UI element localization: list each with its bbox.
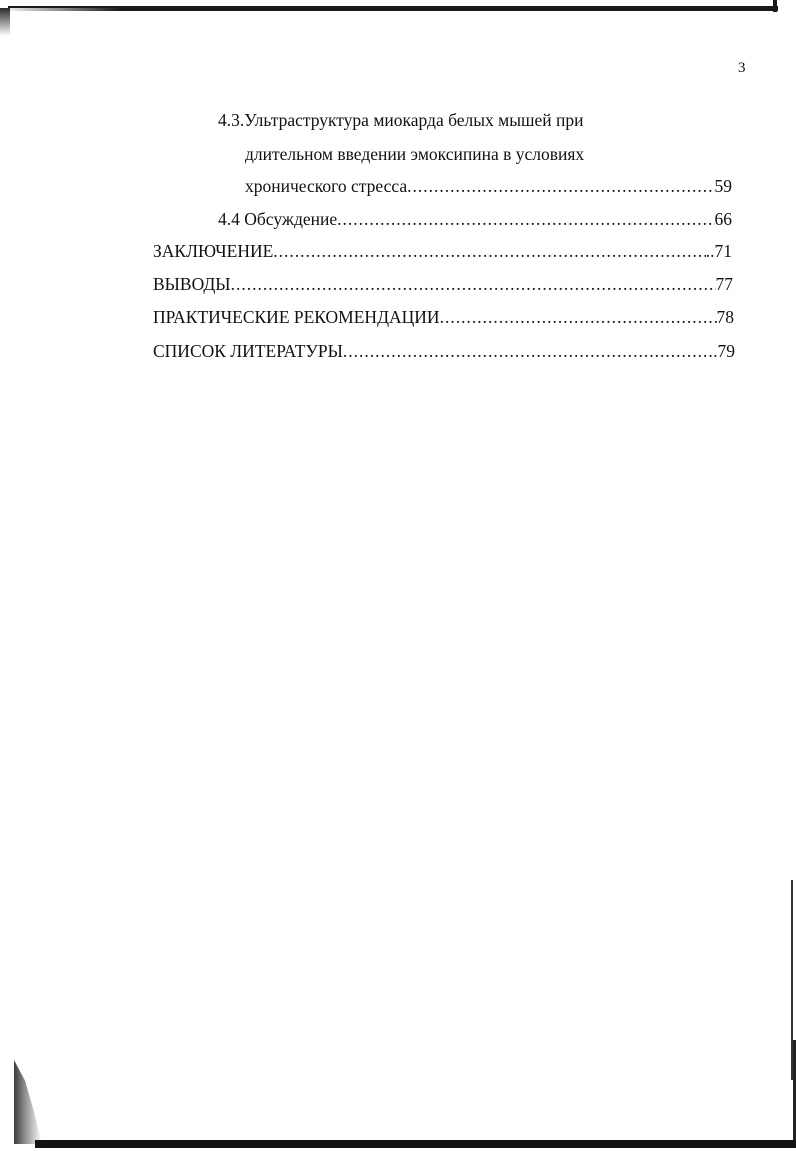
toc-item-4-3[interactable] <box>245 175 732 197</box>
toc-dot-leader <box>407 175 714 197</box>
toc-dot-leader <box>343 340 713 362</box>
toc-item-page: 77 <box>715 274 733 294</box>
toc-item-recommendations[interactable] <box>153 306 734 328</box>
toc-item-conclusion[interactable] <box>153 240 732 262</box>
toc-item-literature[interactable] <box>153 340 735 362</box>
toc-item-4-3-line-2: длительном введении эмоксипина в условиях <box>245 144 585 164</box>
toc-dot-leader <box>273 240 705 262</box>
toc-item-page: ..71 <box>705 241 732 261</box>
toc-item-label: СПИСОК ЛИТЕРАТУРЫ <box>153 341 343 361</box>
toc-dot-leader <box>440 306 717 328</box>
toc-item-4-4[interactable] <box>218 208 732 230</box>
page-number: 3 <box>738 60 746 76</box>
toc-item-findings[interactable] <box>153 273 733 295</box>
toc-item-label: ЗАКЛЮЧЕНИЕ <box>153 241 274 261</box>
toc-item-page: 59 <box>714 176 732 196</box>
toc-item-label: ПРАКТИЧЕСКИЕ РЕКОМЕНДАЦИИ <box>153 307 440 327</box>
toc-item-label: 4.4 Обсуждение <box>218 209 338 229</box>
toc-item-page: 66 <box>714 209 732 229</box>
toc-dot-leader <box>337 208 714 230</box>
toc-dot-leader <box>231 273 716 295</box>
toc-item-label: ВЫВОДЫ <box>153 274 231 294</box>
toc-item-page: 78 <box>716 307 734 327</box>
toc-item-label: хронического стресса <box>245 176 408 196</box>
toc-item-page: .79 <box>713 341 735 361</box>
toc-item-4-3-line-1: 4.3.Ультраструктура миокарда белых мышей при <box>218 110 584 130</box>
